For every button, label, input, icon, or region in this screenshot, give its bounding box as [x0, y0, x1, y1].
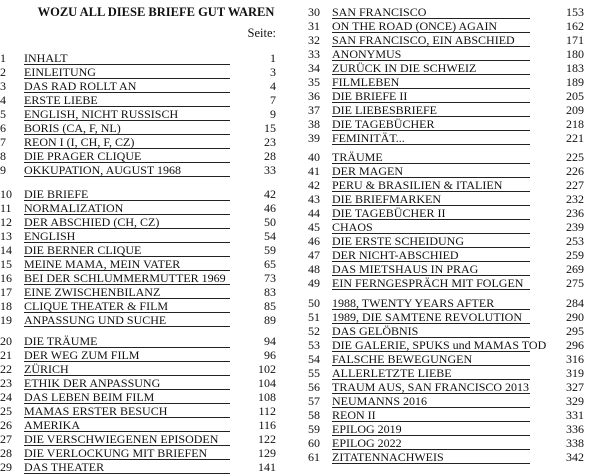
toc-entry	[0, 404, 276, 418]
toc-entry	[308, 220, 584, 234]
entry-number: 25	[0, 404, 12, 418]
entry-page-number: 153	[566, 5, 584, 19]
entry-number: 49	[308, 276, 320, 290]
entry-number: 13	[0, 229, 12, 243]
entry-number: 7	[0, 135, 6, 149]
entry-page-number: 269	[566, 262, 584, 276]
toc-entry	[308, 262, 584, 276]
toc-group	[308, 296, 604, 464]
entry-number: 55	[308, 366, 320, 380]
entry-title: 1989, DIE SAMTENE REVOLUTION	[332, 310, 522, 324]
entry-page-number: 4	[270, 79, 276, 93]
entry-page-number: 183	[566, 61, 584, 75]
entry-page-number: 65	[264, 257, 276, 271]
entry-number: 22	[0, 362, 12, 376]
entry-page-number: 189	[566, 75, 584, 89]
entry-page-number: 83	[264, 285, 276, 299]
entry-number: 23	[0, 376, 12, 390]
entry-number: 27	[0, 432, 12, 446]
entry-title: AMERIKA	[24, 418, 80, 432]
toc-entry	[0, 348, 276, 362]
toc-entry	[0, 299, 276, 313]
entry-number: 3	[0, 79, 6, 93]
toc-entry	[308, 310, 584, 324]
entry-underline	[24, 326, 230, 327]
entry-title: DER WEG ZUM FILM	[24, 348, 140, 362]
entry-number: 18	[0, 299, 12, 313]
entry-title: DIE TRÄUME	[24, 334, 98, 348]
toc-entry	[0, 163, 276, 177]
entry-number: 33	[308, 47, 320, 61]
entry-page-number: 89	[264, 313, 276, 327]
entry-number: 50	[308, 296, 320, 310]
entry-title: DIE GALERIE, SPUKS und MAMAS TOD	[332, 338, 547, 352]
entry-page-number: 336	[566, 422, 584, 436]
entry-number: 32	[308, 33, 320, 47]
toc-entry	[308, 178, 584, 192]
page-column-label: Seite:	[247, 26, 276, 40]
toc-entry	[0, 257, 276, 271]
entry-number: 5	[0, 107, 6, 121]
entry-page-number: 162	[566, 19, 584, 33]
entry-page-number: 94	[264, 334, 276, 348]
entry-title: ON THE ROAD (ONCE) AGAIN	[332, 19, 498, 33]
toc-entry	[0, 432, 276, 446]
entry-page-number: 50	[264, 215, 276, 229]
toc-entry	[308, 436, 584, 450]
toc-entry	[308, 248, 584, 262]
entry-number: 43	[308, 192, 320, 206]
entry-number: 14	[0, 243, 12, 257]
entry-number: 34	[308, 61, 320, 75]
entry-number: 59	[308, 422, 320, 436]
toc-entry	[308, 234, 584, 248]
entry-number: 46	[308, 234, 320, 248]
toc-group	[308, 150, 604, 290]
entry-number: 26	[0, 418, 12, 432]
entry-number: 38	[308, 117, 320, 131]
toc-group	[0, 187, 290, 327]
toc-entry	[308, 89, 584, 103]
entry-number: 51	[308, 310, 320, 324]
toc-entry	[308, 380, 584, 394]
entry-page-number: 112	[258, 404, 276, 418]
toc-entry	[308, 192, 584, 206]
entry-title: REON II	[332, 408, 376, 422]
toc-entry	[0, 376, 276, 390]
entry-page-number: 329	[566, 394, 584, 408]
toc-entry	[308, 117, 584, 131]
entry-title: ANPASSUNG UND SUCHE	[24, 313, 167, 327]
entry-title: DAS THEATER	[24, 460, 105, 474]
toc-entry	[0, 149, 276, 163]
entry-title: DAS MIETSHAUS IN PRAG	[332, 262, 479, 276]
entry-title: DER ABSCHIED (CH, CZ)	[24, 215, 160, 229]
entry-number: 35	[308, 75, 320, 89]
entry-number: 20	[0, 334, 12, 348]
entry-page-number: 342	[566, 450, 584, 464]
entry-page-number: 275	[566, 276, 584, 290]
entry-number: 52	[308, 324, 320, 338]
toc-entry	[308, 296, 584, 310]
entry-title: DIE PRAGER CLIQUE	[24, 149, 142, 163]
entry-title: ZÜRICH	[24, 362, 69, 376]
toc-entry	[308, 131, 584, 145]
toc-entry	[0, 135, 276, 149]
entry-underline	[332, 289, 530, 290]
entry-title: DIE BRIEFMARKEN	[332, 192, 442, 206]
entry-page-number: 54	[264, 229, 276, 243]
entry-page-number: 226	[566, 164, 584, 178]
entry-page-number: 96	[264, 348, 276, 362]
entry-page-number: 259	[566, 248, 584, 262]
entry-title: MEINE MAMA, MEIN VATER	[24, 257, 181, 271]
entry-title: DIE BRIEFE	[24, 187, 89, 201]
entry-number: 9	[0, 163, 6, 177]
entry-title: EPILOG 2019	[332, 422, 402, 436]
toc-entry	[0, 362, 276, 376]
entry-page-number: 23	[264, 135, 276, 149]
entry-underline	[332, 463, 530, 464]
toc-entry	[0, 243, 276, 257]
entry-page-number: 122	[258, 432, 276, 446]
entry-number: 41	[308, 164, 320, 178]
entry-number: 15	[0, 257, 12, 271]
entry-title: CHAOS	[332, 220, 373, 234]
toc-entry	[308, 352, 584, 366]
toc-entry	[308, 47, 584, 61]
entry-title: DAS GELÖBNIS	[332, 324, 419, 338]
entry-title: EPILOG 2022	[332, 436, 402, 450]
entry-page-number: 239	[566, 220, 584, 234]
toc-entry	[0, 201, 276, 215]
entry-title: BEI DER SCHLUMMERMUTTER 1969	[24, 271, 226, 285]
entry-title: EIN FERNGESPRÄCH MIT FOLGEN	[332, 276, 524, 290]
entry-number: 19	[0, 313, 12, 327]
entry-title: DIE TAGEBÜCHER II	[332, 206, 446, 220]
toc-entry	[0, 460, 276, 474]
entry-number: 12	[0, 215, 12, 229]
entry-page-number: 331	[566, 408, 584, 422]
entry-page-number: 104	[258, 376, 276, 390]
entry-page-number: 319	[566, 366, 584, 380]
entry-number: 24	[0, 390, 12, 404]
entry-title: ALLERLETZTE LIEBE	[332, 366, 452, 380]
entry-number: 4	[0, 93, 6, 107]
entry-page-number: 316	[566, 352, 584, 366]
entry-number: 30	[308, 5, 320, 19]
toc-entry	[308, 366, 584, 380]
toc-group	[0, 334, 290, 474]
toc-entry	[0, 418, 276, 432]
entry-title: FALSCHE BEWEGUNGEN	[332, 352, 473, 366]
entry-number: 10	[0, 187, 12, 201]
entry-title: ANONYMUS	[332, 47, 402, 61]
entry-number: 17	[0, 285, 12, 299]
entry-page-number: 295	[566, 324, 584, 338]
entry-title: EINLEITUNG	[24, 65, 96, 79]
entry-number: 11	[0, 201, 12, 215]
toc-entry	[308, 206, 584, 220]
toc-entry	[308, 61, 584, 75]
entry-page-number: 227	[566, 178, 584, 192]
toc-entry	[0, 107, 276, 121]
entry-title: DIE LIEBESBRIEFE	[332, 103, 437, 117]
entry-page-number: 225	[566, 150, 584, 164]
entry-page-number: 221	[566, 131, 584, 145]
entry-page-number: 108	[258, 390, 276, 404]
entry-title: DER MAGEN	[332, 164, 403, 178]
entry-page-number: 33	[264, 163, 276, 177]
entry-number: 54	[308, 352, 320, 366]
entry-title: EINE ZWISCHENBILANZ	[24, 285, 161, 299]
entry-number: 47	[308, 248, 320, 262]
toc-entry	[308, 276, 584, 290]
entry-number: 57	[308, 394, 320, 408]
entry-number: 42	[308, 178, 320, 192]
entry-page-number: 1	[270, 51, 276, 65]
entry-title: ZURÜCK IN DIE SCHWEIZ	[332, 61, 477, 75]
entry-page-number: 46	[264, 201, 276, 215]
entry-page-number: 218	[566, 117, 584, 131]
entry-title: OKKUPATION, AUGUST 1968	[24, 163, 182, 177]
entry-number: 56	[308, 380, 320, 394]
entry-title: SAN FRANCISCO, EIN ABSCHIED	[332, 33, 515, 47]
toc-entry	[0, 51, 276, 65]
toc-entry	[308, 19, 584, 33]
entry-number: 1	[0, 51, 6, 65]
entry-page-number: 116	[258, 418, 276, 432]
entry-title: MAMAS ERSTER BESUCH	[24, 404, 168, 418]
toc-entry	[308, 75, 584, 89]
entry-page-number: 296	[566, 338, 584, 352]
entry-number: 45	[308, 220, 320, 234]
document-title: WOZU ALL DIESE BRIEFE GUT WAREN	[37, 5, 275, 19]
entry-title: FILMLEBEN	[332, 75, 400, 89]
entry-page-number: 236	[566, 206, 584, 220]
entry-page-number: 180	[566, 47, 584, 61]
entry-title: PERU & BRASILIEN & ITALIEN	[332, 178, 503, 192]
toc-entry	[308, 103, 584, 117]
entry-title: DIE VERSCHWIEGENEN EPISODEN	[24, 432, 219, 446]
entry-title: ETHIK DER ANPASSUNG	[24, 376, 161, 390]
entry-page-number: 59	[264, 243, 276, 257]
entry-title: FEMINITÄT...	[332, 131, 405, 145]
toc-entry	[0, 229, 276, 243]
entry-title: TRAUM AUS, SAN FRANCISCO 2013	[332, 380, 530, 394]
entry-number: 44	[308, 206, 320, 220]
entry-title: INHALT	[24, 51, 68, 65]
toc-entry	[0, 215, 276, 229]
entry-number: 16	[0, 271, 12, 285]
toc-entry	[308, 33, 584, 47]
entry-number: 6	[0, 121, 6, 135]
entry-page-number: 338	[566, 436, 584, 450]
entry-title: SAN FRANCISCO	[332, 5, 427, 19]
entry-page-number: 284	[566, 296, 584, 310]
entry-page-number: 205	[566, 89, 584, 103]
toc-entry	[0, 313, 276, 327]
entry-page-number: 9	[270, 107, 276, 121]
entry-page-number: 129	[258, 446, 276, 460]
toc-entry	[308, 324, 584, 338]
toc-entry	[308, 5, 584, 19]
toc-entry	[308, 338, 584, 352]
entry-page-number: 15	[264, 121, 276, 135]
entry-page-number: 141	[258, 460, 276, 474]
toc-entry	[308, 394, 584, 408]
entry-number: 29	[0, 460, 12, 474]
entry-page-number: 290	[566, 310, 584, 324]
entry-page-number: 85	[264, 299, 276, 313]
toc-entry	[0, 187, 276, 201]
entry-page-number: 209	[566, 103, 584, 117]
toc-entry	[0, 285, 276, 299]
entry-number: 61	[308, 450, 320, 464]
entry-page-number: 171	[566, 33, 584, 47]
toc-group	[0, 51, 290, 177]
entry-page-number: 42	[264, 187, 276, 201]
entry-title: CLIQUE THEATER & FILM	[24, 299, 169, 313]
entry-underline	[332, 144, 530, 145]
toc-entry	[0, 334, 276, 348]
toc-entry	[0, 271, 276, 285]
entry-underline	[24, 176, 230, 177]
entry-page-number: 28	[264, 149, 276, 163]
entry-title: 1988, TWENTY YEARS AFTER	[332, 296, 495, 310]
entry-title: DIE TAGEBÜCHER	[332, 117, 435, 131]
entry-title: DIE ERSTE SCHEIDUNG	[332, 234, 464, 248]
toc-entry	[0, 65, 276, 79]
entry-title: NEUMANNS 2016	[332, 394, 428, 408]
toc-entry	[0, 93, 276, 107]
entry-number: 8	[0, 149, 6, 163]
entry-title: DIE BRIEFE II	[332, 89, 408, 103]
entry-title: BORIS (CA, F, NL)	[24, 121, 121, 135]
toc-entry	[308, 164, 584, 178]
entry-title: REON I (I, CH, F, CZ)	[24, 135, 135, 149]
entry-page-number: 73	[264, 271, 276, 285]
toc-group	[308, 5, 604, 145]
entry-number: 31	[308, 19, 320, 33]
entry-title: DIE VERLOCKUNG MIT BRIEFEN	[24, 446, 208, 460]
toc-entry	[0, 390, 276, 404]
entry-number: 48	[308, 262, 320, 276]
entry-title: NORMALIZATION	[24, 201, 124, 215]
entry-number: 28	[0, 446, 12, 460]
entry-number: 2	[0, 65, 6, 79]
entry-page-number: 327	[566, 380, 584, 394]
entry-page-number: 102	[258, 362, 276, 376]
entry-number: 58	[308, 408, 320, 422]
entry-number: 60	[308, 436, 320, 450]
toc-entry	[0, 79, 276, 93]
entry-title: TRÄUME	[332, 150, 383, 164]
toc-entry	[308, 408, 584, 422]
toc-entry	[308, 450, 584, 464]
entry-page-number: 253	[566, 234, 584, 248]
entry-title: ENGLISH, NICHT RUSSISCH	[24, 107, 179, 121]
entry-title: ENGLISH	[24, 229, 76, 243]
entry-title: DIE BERNER CLIQUE	[24, 243, 142, 257]
entry-title: ERSTE LIEBE	[24, 93, 98, 107]
entry-number: 39	[308, 131, 320, 145]
toc-entry	[0, 121, 276, 135]
entry-number: 40	[308, 150, 320, 164]
entry-number: 53	[308, 338, 320, 352]
entry-title: DAS LEBEN BEIM FILM	[24, 390, 155, 404]
entry-title: ZITATENNACHWEIS	[332, 450, 444, 464]
toc-entry	[308, 422, 584, 436]
toc-entry	[0, 446, 276, 460]
entry-title: DAS RAD ROLLT AN	[24, 79, 137, 93]
entry-page-number: 3	[270, 65, 276, 79]
entry-number: 21	[0, 348, 12, 362]
entry-number: 37	[308, 103, 320, 117]
entry-number: 36	[308, 89, 320, 103]
entry-page-number: 7	[270, 93, 276, 107]
toc-entry	[308, 150, 584, 164]
entry-title: DER NICHT-ABSCHIED	[332, 248, 459, 262]
entry-page-number: 232	[566, 192, 584, 206]
